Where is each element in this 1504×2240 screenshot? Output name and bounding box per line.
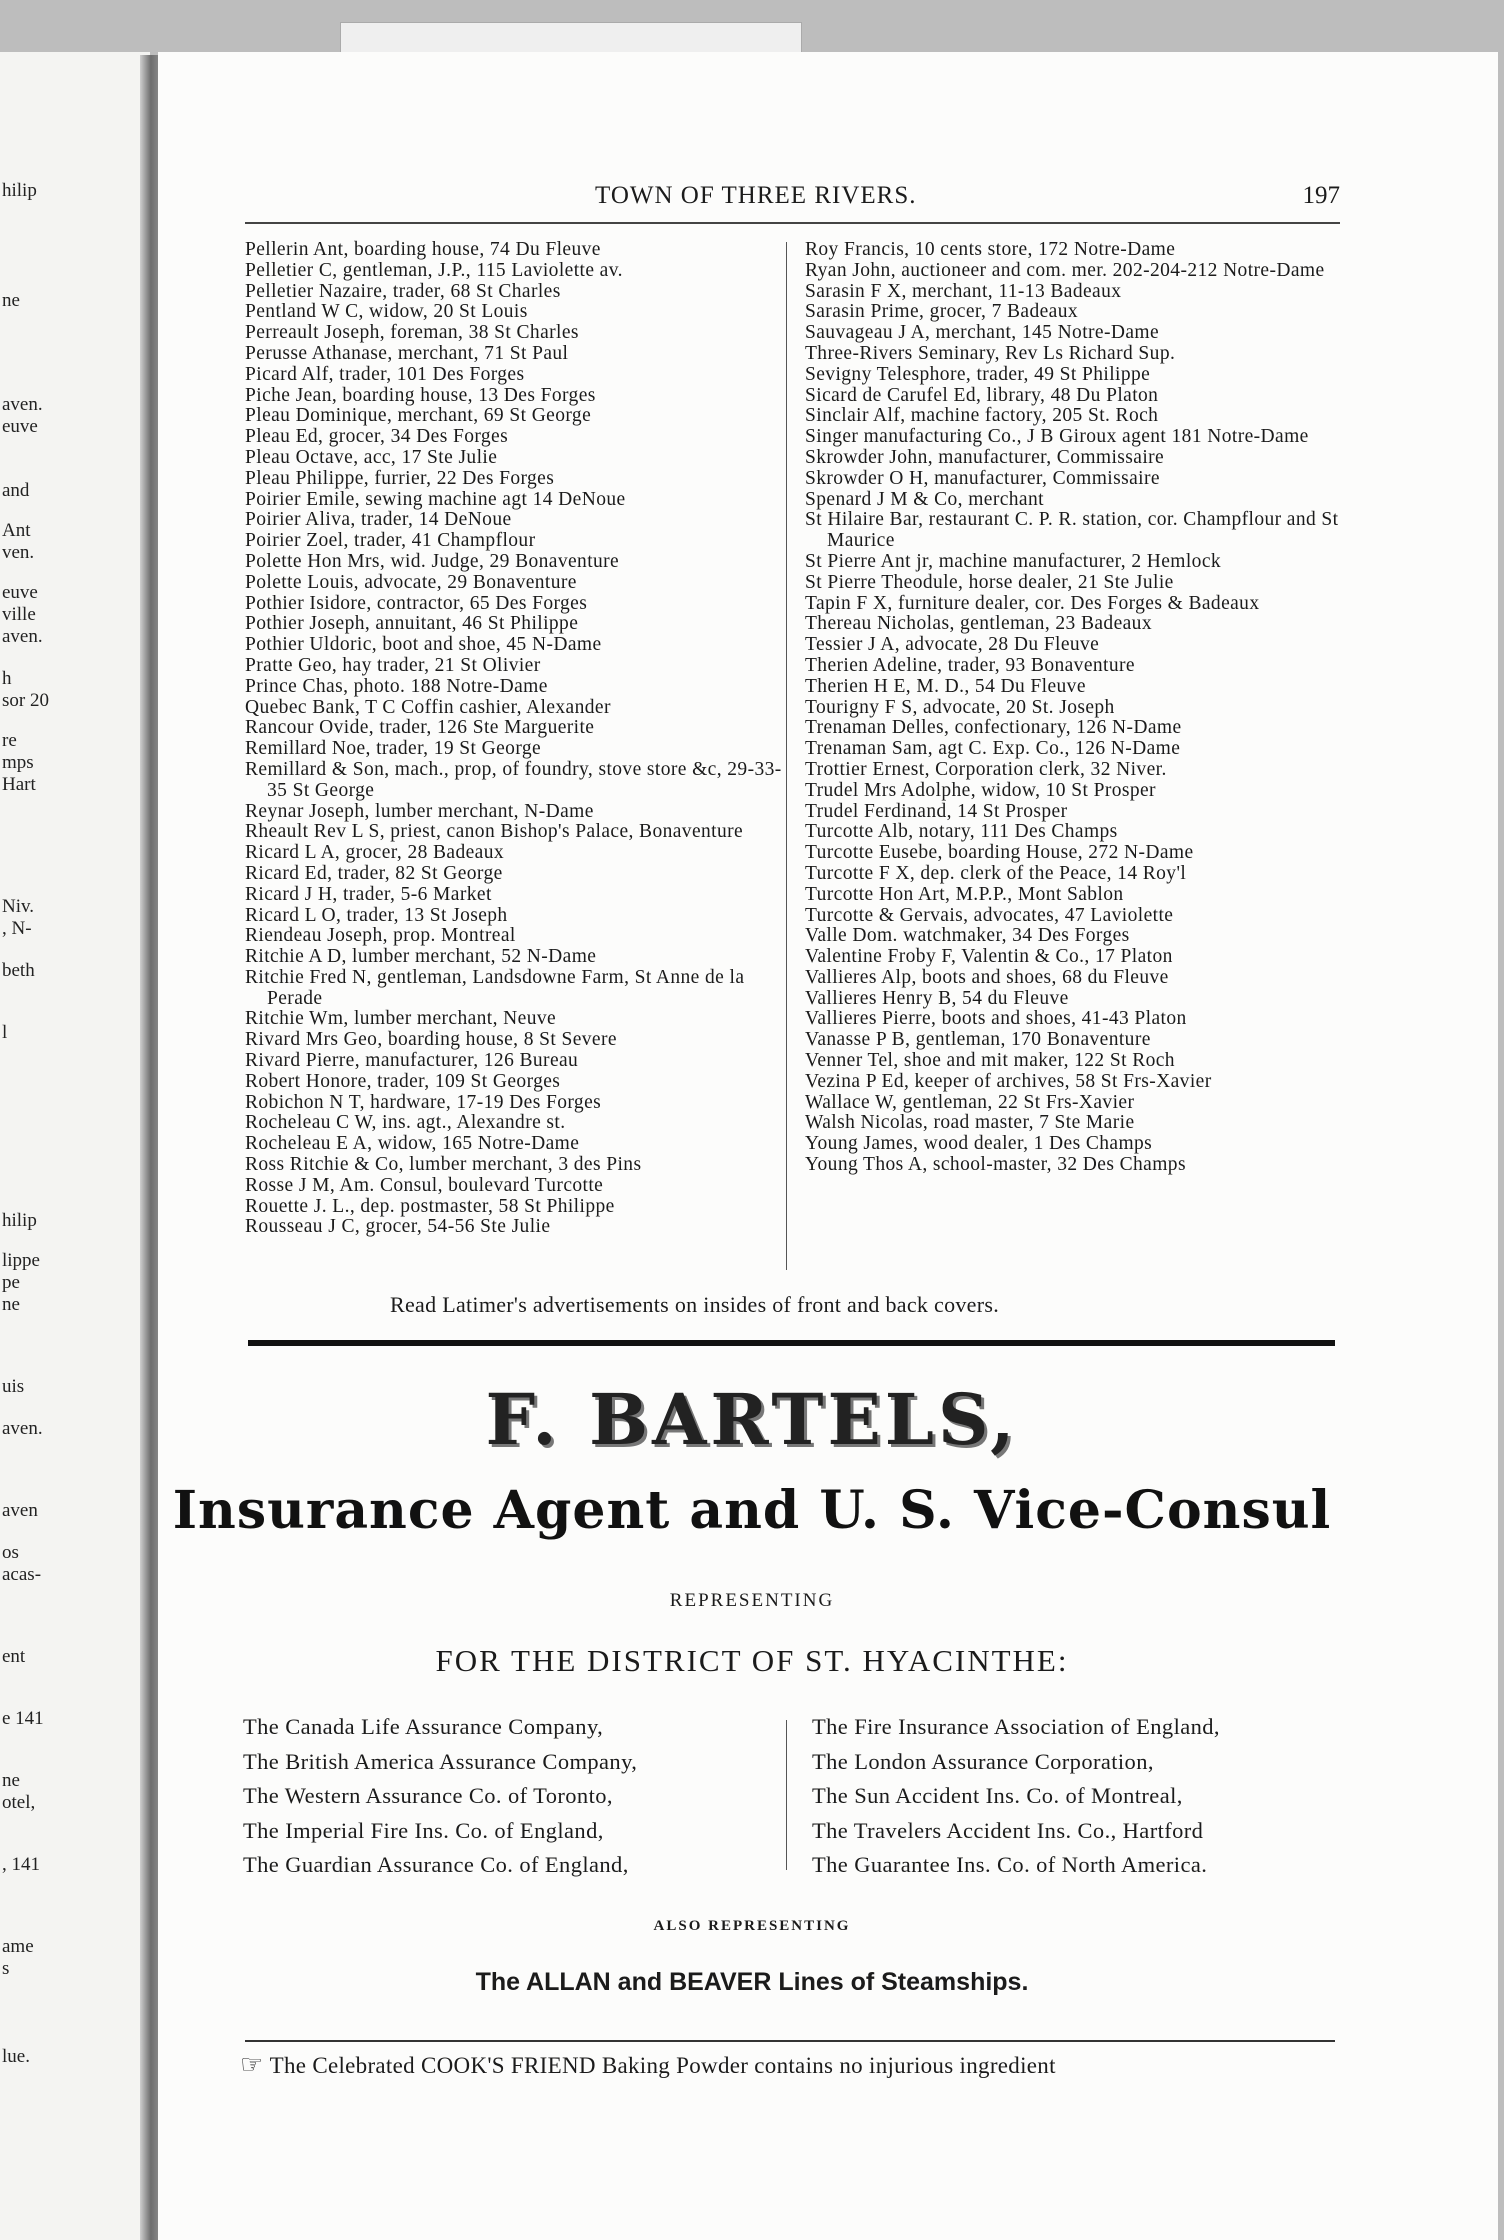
facing-page-fragment: and — [2, 480, 30, 501]
directory-entry: Polette Louis, advocate, 29 Bonaventure — [245, 571, 577, 593]
directory-entry: Prince Chas, photo. 188 Notre-Dame — [245, 675, 548, 697]
facing-page-fragment: h — [2, 668, 12, 689]
facing-page-fragment: aven. — [2, 1418, 43, 1439]
directory-entry: Walsh Nicolas, road master, 7 Ste Marie — [805, 1112, 1135, 1134]
directory-entry: Pleau Ed, grocer, 34 Des Forges — [245, 426, 509, 448]
directory-entry: Pratte Geo, hay trader, 21 St Olivier — [245, 654, 541, 676]
directory-entry: Sicard de Carufel Ed, library, 48 Du Platon — [805, 384, 1159, 406]
directory-entry: Rancour Ovide, trader, 126 Ste Marguerite — [245, 717, 595, 739]
directory-entry: Poirier Aliva, trader, 14 DeNoue — [245, 509, 512, 531]
directory-entry: Perreault Joseph, foreman, 38 St Charles — [245, 322, 579, 344]
directory-entry: Ritchie Fred N, gentleman, Landsdowne Farm, St Anne de la Perade — [245, 966, 745, 1009]
directory-entry: Vallieres Pierre, boots and shoes, 41-43 Platon — [805, 1008, 1187, 1030]
directory-entry: Quebec Bank, T C Coffin cashier, Alexander — [245, 696, 611, 718]
facing-page-fragment: hilip — [2, 1210, 37, 1231]
latimer-notice: Read Latimer's advertisements on insides of front and back covers. — [390, 1292, 1000, 1317]
header-rule — [245, 222, 1340, 224]
directory-entry: Pelletier Nazaire, trader, 68 St Charles — [245, 280, 561, 302]
directory-entry: Robichon N T, hardware, 17-19 Des Forges — [245, 1091, 602, 1113]
directory-column-left — [245, 240, 790, 1238]
directory-entry: Pothier Joseph, annuitant, 46 St Philippe — [245, 613, 579, 635]
facing-page-fragment: , N- — [2, 918, 32, 939]
facing-page-fragment: os — [2, 1542, 19, 1563]
facing-page-fragment: euve — [2, 582, 38, 603]
facing-page-fragment: euve — [2, 416, 38, 437]
directory-entry: Poirier Zoel, trader, 41 Champflour — [245, 530, 536, 552]
directory-entry: Vallieres Henry B, 54 du Fleuve — [805, 987, 1069, 1009]
facing-page-fragment: ne — [2, 1294, 20, 1315]
directory-entry: Pleau Philippe, furrier, 22 Des Forges — [245, 467, 555, 489]
directory-entry: Trenaman Sam, agt C. Exp. Co., 126 N-Dame — [805, 738, 1181, 760]
representing-label: REPRESENTING — [669, 1590, 835, 1611]
directory-entry: Therien H E, M. D., 54 Du Fleuve — [805, 675, 1086, 697]
facing-page-fragment: aven — [2, 1500, 38, 1521]
companies-left — [243, 1710, 637, 1883]
directory-entry: Rouette J. L., dep. postmaster, 58 St Philippe — [245, 1195, 615, 1217]
directory-entry: Ritchie A D, lumber merchant, 52 N-Dame — [245, 946, 597, 968]
directory-entry: Trottier Ernest, Corporation clerk, 32 Niver. — [805, 758, 1167, 780]
directory-entry: Sevigny Telesphore, trader, 49 St Philippe — [805, 363, 1151, 385]
directory-entry: Pleau Dominique, merchant, 69 St George — [245, 405, 592, 427]
directory-entry: Poirier Emile, sewing machine agt 14 DeNoue — [245, 488, 626, 510]
directory-entry: Vallieres Alp, boots and shoes, 68 du Fleuve — [805, 966, 1169, 988]
directory-entry: Skrowder John, manufacturer, Commissaire — [805, 446, 1165, 468]
facing-page-fragment: lue. — [2, 2046, 30, 2067]
directory-entry: Sinclair Alf, machine factory, 205 St. Roch — [805, 405, 1159, 427]
directory-entry: Thereau Nicholas, gentleman, 23 Badeaux — [805, 613, 1152, 635]
facing-page-fragment: uis — [2, 1376, 25, 1397]
directory-entry: Piche Jean, boarding house, 13 Des Forges — [245, 384, 596, 406]
footer-rule — [245, 2040, 1335, 2042]
facing-page-fragment: ville — [2, 604, 36, 625]
directory-entry: Pentland W C, widow, 20 St Louis — [245, 301, 528, 323]
directory-entry: Vezina P Ed, keeper of archives, 58 St Frs-Xavier — [805, 1070, 1212, 1092]
directory-entry: Tapin F X, furniture dealer, cor. Des Forges & Badeaux — [805, 592, 1260, 614]
directory-entry: Ritchie Wm, lumber merchant, Neuve — [245, 1008, 557, 1030]
directory-entry: Robert Honore, trader, 109 St Georges — [245, 1070, 561, 1092]
directory-entry: Trenaman Delles, confectionary, 126 N-Dame — [805, 717, 1182, 739]
facing-page-fragment: Niv. — [2, 896, 35, 917]
facing-page-left — [0, 52, 150, 2240]
directory-entry: Rivard Pierre, manufacturer, 126 Bureau — [245, 1050, 579, 1072]
advert-name: F. BARTELS, — [485, 1378, 1019, 1461]
directory-entry: Ricard L A, grocer, 28 Badeaux — [245, 842, 505, 864]
facing-page-fragment: re — [2, 730, 17, 751]
directory-entry: Polette Hon Mrs, wid. Judge, 29 Bonaventure — [245, 550, 620, 572]
directory-entry: Spenard J M & Co, merchant — [805, 488, 1044, 510]
facing-page-fragment: beth — [2, 960, 35, 981]
directory-entry: Reynar Joseph, lumber merchant, N-Dame — [245, 800, 594, 822]
directory-entry: Ross Ritchie & Co, lumber merchant, 3 des Pins — [245, 1154, 642, 1176]
insurance-company: The Guardian Assurance Co. of England, — [243, 1852, 629, 1877]
directory-entry: Valentine Froby F, Valentin & Co., 17 Platon — [805, 946, 1173, 968]
page-header — [245, 130, 1340, 210]
running-title: TOWN OF THREE RIVERS. — [595, 182, 917, 209]
directory-entry: Trudel Mrs Adolphe, widow, 10 St Prosper — [805, 779, 1156, 801]
directory-entry: Tessier J A, advocate, 28 Du Fleuve — [805, 634, 1100, 656]
directory-entry: Skrowder O H, manufacturer, Commissaire — [805, 467, 1160, 489]
facing-page-fragment: sor 20 — [2, 690, 49, 711]
facing-page-fragment: hilip — [2, 180, 37, 201]
directory-column-right — [805, 240, 1350, 1176]
directory-entry: Ricard J H, trader, 5-6 Market — [245, 883, 492, 905]
directory-entry: St Pierre Theodule, horse dealer, 21 Ste Julie — [805, 571, 1174, 593]
directory-entry: Rocheleau E A, widow, 165 Notre-Dame — [245, 1133, 580, 1155]
directory-entry: Pleau Octave, acc, 17 Ste Julie — [245, 446, 498, 468]
directory-entry: Young Thos A, school-master, 32 Des Champs — [805, 1154, 1186, 1176]
insurance-company: The London Assurance Corporation, — [812, 1748, 1154, 1774]
directory-entry: Rocheleau C W, ins. agt., Alexandre st. — [245, 1112, 566, 1134]
directory-entry: Sarasin F X, merchant, 11-13 Badeaux — [805, 280, 1122, 302]
directory-entry: Venner Tel, shoe and mit maker, 122 St Roch — [805, 1050, 1175, 1072]
directory-entry: Valle Dom. watchmaker, 34 Des Forges — [805, 925, 1130, 947]
directory-entry: Wallace W, gentleman, 22 St Frs-Xavier — [805, 1091, 1135, 1113]
facing-page-fragment: acas- — [2, 1564, 42, 1585]
directory-entry: Remillard Noe, trader, 19 St George — [245, 738, 542, 760]
directory-entry: Rivard Mrs Geo, boarding house, 8 St Severe — [245, 1029, 617, 1051]
cooks-friend-notice — [240, 2050, 1056, 2080]
directory-entry: Singer manufacturing Co., J B Giroux agent 181 Notre-Dame — [805, 426, 1309, 448]
directory-entry: Picard Alf, trader, 101 Des Forges — [245, 363, 525, 385]
insurance-company: The Guarantee Ins. Co. of North America. — [812, 1852, 1208, 1877]
directory-entry: Pellerin Ant, boarding house, 74 Du Fleuve — [245, 239, 601, 260]
directory-entry: Turcotte & Gervais, advocates, 47 Laviolette — [805, 904, 1174, 926]
insurance-company: The Travelers Accident Ins. Co., Hartford — [812, 1817, 1204, 1843]
facing-page-fragment: Hart — [2, 774, 36, 795]
directory-entry: Trudel Ferdinand, 14 St Prosper — [805, 800, 1068, 822]
directory-entry: Pothier Isidore, contractor, 65 Des Forges — [245, 592, 588, 614]
facing-page-fragment: Ant — [2, 520, 31, 541]
column-divider — [786, 242, 787, 1270]
facing-page-fragment: ame — [2, 1936, 34, 1957]
facing-page-fragment: aven. — [2, 626, 43, 647]
facing-page-fragment: , 141 — [2, 1854, 40, 1875]
directory-entry: Ricard Ed, trader, 82 St George — [245, 862, 503, 884]
facing-page-fragment: pe — [2, 1272, 20, 1293]
directory-entry: Vanasse P B, gentleman, 170 Bonaventure — [805, 1029, 1151, 1051]
facing-page-fragment: e 141 — [2, 1708, 44, 1729]
district-heading: FOR THE DISTRICT OF ST. HYACINTHE: — [435, 1643, 1069, 1678]
cooks-friend-text: The Celebrated COOK'S FRIEND Baking Powder contains no injurious ingredient — [269, 2053, 1056, 2078]
directory-entry: Ryan John, auctioneer and com. mer. 202-204-212 Notre-Dame — [805, 259, 1325, 281]
facing-page-fragment: aven. — [2, 394, 43, 415]
steamship-lines: The ALLAN and BEAVER Lines of Steamships. — [475, 1968, 1029, 1996]
page-number: 197 — [1302, 182, 1340, 209]
insurance-company: The Canada Life Assurance Company, — [243, 1714, 604, 1739]
insurance-company: The Western Assurance Co. of Toronto, — [243, 1783, 613, 1808]
directory-entry: Three-Rivers Seminary, Rev Ls Richard Sup. — [805, 342, 1176, 364]
directory-entry: Pelletier C, gentleman, J.P., 115 Laviolette av. — [245, 259, 623, 281]
facing-page-fragment: mps — [2, 752, 34, 773]
insurance-company: The Imperial Fire Ins. Co. of England, — [243, 1817, 604, 1843]
advert-rule — [248, 1340, 1335, 1346]
facing-page-fragment: ne — [2, 290, 20, 311]
directory-entry: Tourigny F S, advocate, 20 St. Joseph — [805, 696, 1115, 718]
directory-entry: Rosse J M, Am. Consul, boulevard Turcotte — [245, 1174, 604, 1196]
directory-entry: St Hilaire Bar, restaurant C. P. R. station, cor. Champflour and St Maurice — [805, 509, 1339, 552]
directory-entry: Pothier Uldoric, boot and shoe, 45 N-Dame — [245, 634, 602, 656]
insurance-company: The Sun Accident Ins. Co. of Montreal, — [812, 1783, 1183, 1808]
directory-entry: Perusse Athanase, merchant, 71 St Paul — [245, 342, 569, 364]
directory-entry: Remillard & Son, mach., prop, of foundry, stove store &c, 29-33-35 St George — [245, 758, 782, 801]
facing-page-fragment: otel, — [2, 1792, 36, 1813]
directory-entry: Turcotte Alb, notary, 111 Des Champs — [805, 821, 1118, 843]
directory-entry: Ricard L O, trader, 13 St Joseph — [245, 904, 508, 926]
directory-entry: Turcotte Hon Art, M.P.P., Mont Sablon — [805, 883, 1124, 905]
insurance-company: The British America Assurance Company, — [243, 1748, 638, 1774]
directory-entry: Roy Francis, 10 cents store, 172 Notre-Dame — [805, 239, 1176, 260]
companies-divider — [786, 1720, 787, 1870]
facing-page-fragment: lippe — [2, 1250, 40, 1271]
facing-page-fragment: ven. — [2, 542, 35, 563]
directory-entry: Sarasin Prime, grocer, 7 Badeaux — [805, 301, 1079, 323]
directory-entry: Turcotte Eusebe, boarding House, 272 N-Dame — [805, 842, 1194, 864]
facing-page-fragment: ne — [2, 1770, 20, 1791]
also-representing-label: ALSO REPRESENTING — [653, 1918, 851, 1934]
directory-entry: Rousseau J C, grocer, 54-56 Ste Julie — [245, 1216, 551, 1238]
directory-entry: Riendeau Joseph, prop. Montreal — [245, 925, 516, 947]
directory-entry: St Pierre Ant jr, machine manufacturer, 2 Hemlock — [805, 550, 1222, 572]
advert-title: Insurance Agent and U. S. Vice-Consul — [172, 1480, 1332, 1541]
insurance-company: The Fire Insurance Association of England, — [812, 1714, 1220, 1739]
directory-entry: Rheault Rev L S, priest, canon Bishop's Palace, Bonaventure — [245, 821, 744, 843]
facing-page-fragment: l — [2, 1022, 8, 1043]
directory-entry: Young James, wood dealer, 1 Des Champs — [805, 1133, 1153, 1155]
directory-entry: Therien Adeline, trader, 93 Bonaventure — [805, 654, 1135, 676]
facing-page-fragment: s — [2, 1958, 10, 1979]
companies-right — [812, 1710, 1220, 1883]
directory-entry: Sauvageau J A, merchant, 145 Notre-Dame — [805, 322, 1160, 344]
facing-page-fragment: ent — [2, 1646, 26, 1667]
directory-entry: Turcotte F X, dep. clerk of the Peace, 14 Roy'l — [805, 862, 1187, 884]
pointing-hand-icon: ☞ — [240, 2050, 264, 2079]
